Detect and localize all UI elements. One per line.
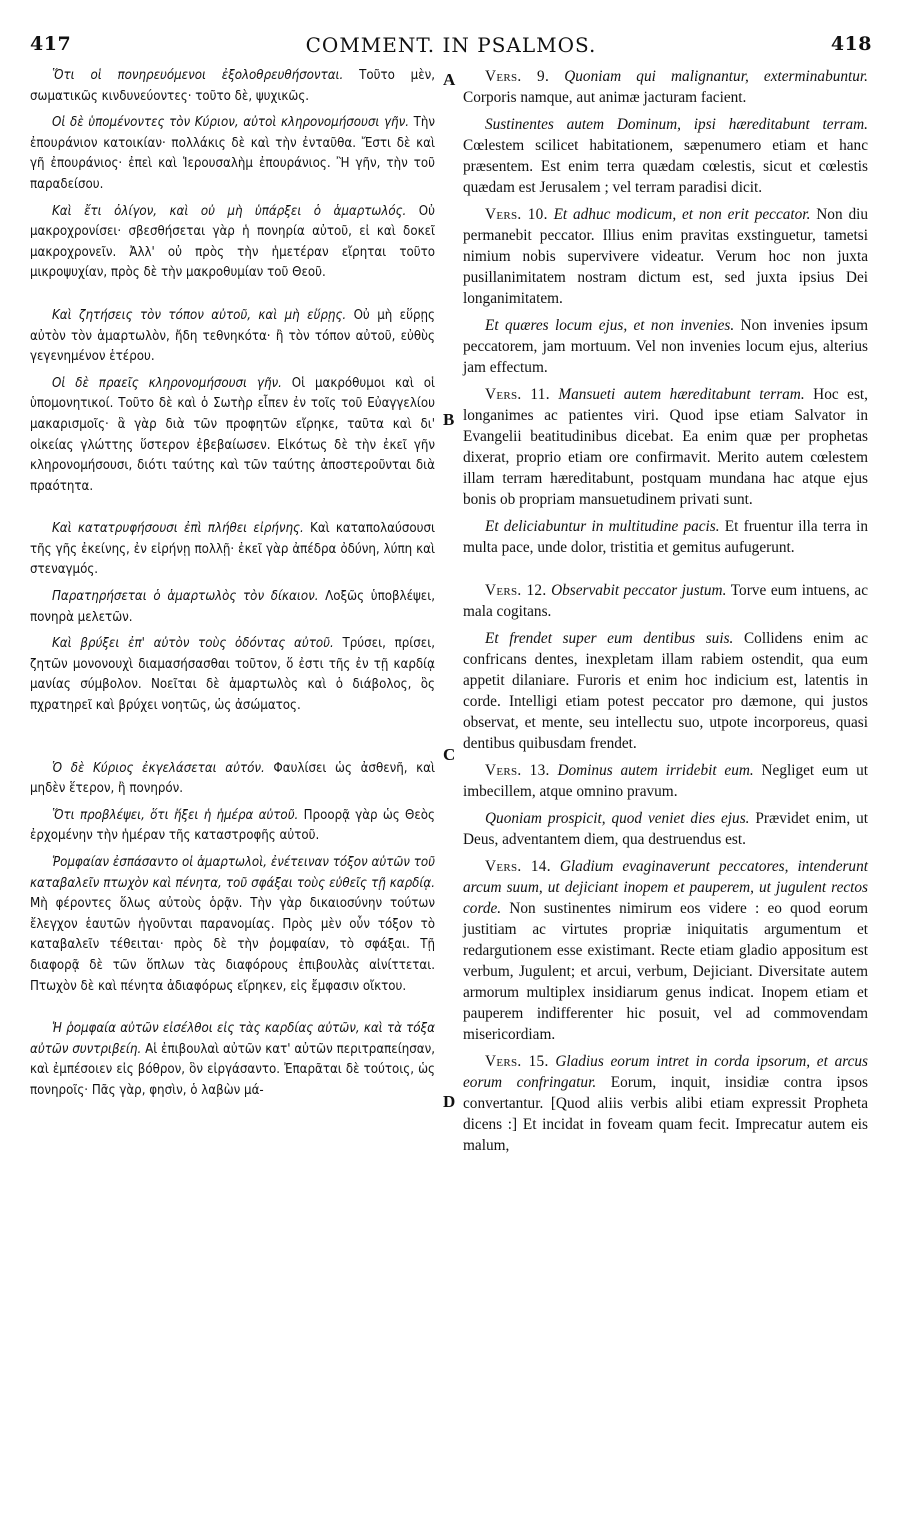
margin-marker-b: B [443, 410, 455, 429]
page-number-left: 417 [30, 33, 72, 55]
latin-paragraph: Vers. 13. Dominus autem irridebit eum. Negliget eum ut imbecillem, atque omnino pravum. [463, 762, 868, 800]
latin-paragraph: Vers. 9. Quoniam qui malignantur, exterminabuntur. Corporis namque, aut animæ jacturam facient. [463, 68, 869, 106]
greek-paragraph: Καὶ ζητήσεις τὸν τόπον αὐτοῦ, καὶ μὴ εὕρῃς. Οὐ μὴ εὕρῃς αὐτὸν τὸν ἁμαρτωλὸν, ἤδη τεθνηκότα· ἢ τὸν τόπον αὐτοῦ, εὐθὺς γεγενημένον ἑτέρου. [30, 307, 435, 365]
greek-column [30, 66, 435, 1108]
greek-paragraph: Ἡ ῥομφαία αὐτῶν εἰσέλθοι εἰς τὰς καρδίας αὐτῶν, καὶ τὰ τόξα αὐτῶν συντριβείη. Αἱ ἐπιβουλαὶ αὐτῶν κατ' αὐτῶν περιτραπείησαν, καὶ ἐμπέσοιεν εἰς βόθρον, ὃν εἰργάσαντο. Ἐπαρᾶται δὲ τούτοις, ὡς πονηροῖς· Πᾶς γὰρ, φησὶν, ὁ λαβὼν μά- [30, 1021, 435, 1098]
latin-paragraph: Vers. 10. Et adhuc modicum, et non erit peccator. Non diu permanebit peccator. Illius enim pravitas exstinguetur, tametsi nimium nobis supervivere videatur. Verum hoc non juxta pusillanimitatem nostram dictum est, sed juxta ipsius Dei longanimitatem. [463, 206, 868, 307]
latin-column [463, 66, 868, 1162]
page-number-right: 418 [830, 33, 872, 55]
latin-paragraph: Quoniam prospicit, quod veniet dies ejus. Prævidet enim, ut Deus, adventantem diem, qua destruendus est. [463, 810, 868, 848]
latin-paragraph: Vers. 11. Mansueti autem hæreditabunt terram. Hoc est, longanimes ac patientes viri. Quod ipse etiam Salvator in Evangelii beatitudinibus dicebat. Ea enim quæ per prophetas dixerat, proprio etiam ore confirmavit. Merito autem cœlestem illam terram hæreditabunt, postquam mundana hac atque ejus bonis ob propriam mansuetudinem privati sunt. [463, 386, 869, 508]
latin-paragraph: Et frendet super eum dentibus suis. Collidens enim ac confricans dentes, inexpletam illam rabiem ostendit, qua eum appetit dilaniare. Furoris et enim hoc indicium est, latentis in corde. Intelligi etiam potest peccator pro dæmone, qui justos observat, et mente, seu intellectu suo, utpote incorporeus, quasi dentibus quibusdam frendet. [463, 630, 868, 752]
margin-marker-a: A [443, 70, 456, 89]
latin-paragraph: Et quæres locum ejus, et non invenies. Non invenies ipsum peccatorem, jam mortuum. Vel non invenies locum ejus, alterius jam effectum. [463, 317, 868, 376]
running-title: COMMENT. IN PSALMOS. [305, 33, 597, 57]
greek-paragraph: Καὶ βρύξει ἐπ' αὐτὸν τοὺς ὀδόντας αὐτοῦ. Τρύσει, πρίσει, ζητῶν μονονουχὶ διαμασήσασθαι τοῦτον, ὅ ἐστι τῆς ἐν τῇ καρδίᾳ μανίας σύμβολον. Νοεῖται δὲ ἁμαρτωλὸς καὶ ὁ διάβολος, ὃς πχρατηρεῖ καὶ βρύχει νοητῶς, ὡς ἀσώματος. [30, 636, 435, 714]
margin-marker-c: C [443, 745, 456, 764]
greek-paragraph: Παρατηρήσεται ὁ ἁμαρτωλὸς τὸν δίκαιον. Λοξῶς ὑποβλέψει, πονηρὰ μελετῶν. [30, 589, 436, 625]
greek-paragraph: Ὁ δὲ Κύριος ἐκγελάσεται αὐτόν. Φαυλίσει ὡς ἀσθενῆ, καὶ μηδὲν ἕτερον, ἢ πονηρόν. [30, 760, 435, 797]
greek-paragraph: Ὅτι προβλέψει, ὅτι ἥξει ἡ ἡμέρα αὐτοῦ. Προορᾷ γὰρ ὡς Θεὸς ἐρχομένην τὴν ἡμέραν τῆς καταστροφῆς αὐτοῦ. [30, 807, 436, 844]
latin-paragraph: Vers. 15. Gladius eorum intret in corda ipsorum, et arcus eorum confringatur. Eorum, inquit, insidiæ contra ipsos convertantur. [Quod aliis verbis alibi etiam expressit Propheta dicens :] Et incidat in foveam quam fecit. Imprecatur autem eis malum, [463, 1053, 868, 1154]
greek-paragraph: Καὶ κατατρυφήσουσι ἐπὶ πλήθει εἰρήνης. Καὶ καταπολαύσουσι τῆς γῆς ἐκείνης, ἐν εἰρήνῃ πολλῇ· ἐκεῖ γὰρ ἀπέδρα ὀδύνη, λύπη καὶ στεναγμός. [30, 521, 435, 578]
latin-paragraph: Et deliciabuntur in multitudine pacis. Et fruentur illa terra in multa pace, unde dolor, tristitia et gemitus aufugerunt. [463, 518, 869, 556]
latin-paragraph: Vers. 12. Observabit peccator justum. Torve eum intuens, ac mala cogitans. [463, 582, 868, 620]
greek-paragraph: Ὅτι οἱ πονηρευόμενοι ἐξολοθρευθήσονται. Τοῦτο μὲν, σωματικῶς κινδυνεύοντες· τοῦτο δὲ, ψυχικῶς. [30, 68, 435, 104]
greek-paragraph: Οἱ δὲ ὑπομένοντες τὸν Κύριον, αὐτοὶ κληρονομήσουσι γῆν. Τὴν ἐπουράνιον κατοικίαν· πολλάκις δὲ καὶ τὴν ἐνταῦθα. Ἔστι δὲ καὶ γῆ ἐπουράνιος· ἐπεὶ καὶ Ἱερουσαλὴμ ἐπουράνιος. Ἢ γῆν, τὴν τοῦ παραδείσου. [30, 115, 435, 192]
latin-paragraph: Vers. 14. Gladium evaginaverunt peccatores, intenderunt arcum suum, ut dejiciant inopem et pauperem, ut jugulent rectos corde. Non sustinentes nimirum eos videre : eo quod eorum justitiam ac virtutes propriæ iniquitatis argumentum et redargutionem esse existimant. Recte etiam gladio appositum est verbum, Jugulent; et arcui, verbum, Dejiciant. Diversitate autem armorum multiplex insidiarum genus indicat. Inopem etiam et pauperem indifferenter hic posuit, vel ad commovendam misericordiam. [463, 858, 868, 1043]
greek-paragraph: Ῥομφαίαν ἐσπάσαντο οἱ ἁμαρτωλοὶ, ἐνέτειναν τόξον αὐτῶν τοῦ καταβαλεῖν πτωχὸν καὶ πένητα, τοῦ σφάξαι τοὺς εὐθεῖς τῇ καρδίᾳ. Μὴ φέροντες ὅλως αὐτοὺς ὁρᾷν. Τὴν γὰρ δικαιοσύνην τούτων ἔλεγχον ἑαυτῶν ἡγοῦνται παρανομίας. Πρὸς μὲν οὖν τόξον τὸ καταβαλεῖν τέθειται· πρὸς δὲ τὴν ῥομφαίαν, τὸ σφάξαι. Τῇ διαφορᾷ δὲ τῶν ὅπλων τὰς διαφόρους ἐπιβουλὰς αἰνίττεται. Πτωχὸν δὲ καὶ πένητα ἀδιαφόρως εἴρηκεν, εἰς ἔμφασιν οἴκτου. [30, 855, 435, 994]
latin-paragraph: Sustinentes autem Dominum, ipsi hæreditabunt terram. Cœlestem scilicet habitationem, sæpenumero etiam et hanc præsentem. Est enim terra quædam cœlestis, sicut et cœlestis quædam est Jerusalem ; vel terram paradisi dicit. [463, 116, 868, 196]
margin-marker-d: D [443, 1092, 456, 1111]
greek-paragraph: Καὶ ἔτι ὀλίγον, καὶ οὐ μὴ ὑπάρξει ὁ ἁμαρτωλός. Οὐ μακροχρονίσει· σβεσθήσεται γὰρ ἡ πονηρία αὐτοῦ, εἰ καὶ δοκεῖ μακροχρονεῖν. Ἀλλ' οὐ πρὸς τὴν ἡμετέραν εἴρηται τοῦτο μικροψυχίαν, πρὸς δὲ τὴν μακροθυμίαν τοῦ Θεοῦ. [30, 203, 435, 281]
greek-paragraph: Οἱ δὲ πραεῖς κληρονομήσουσι γῆν. Οἱ μακρόθυμοι καὶ οἱ ὑπομονητικοί. Τοῦτο δὲ καὶ ὁ Σωτὴρ εἶπεν ἐν τοῖς τοῦ Εὐαγγελίου μακαρισμοῖς· ἃ γὰρ διὰ τῶν προφητῶν εἴρηκε, ταῦτα καὶ δι' οἰκείας γλώττης ὕστερον ἐβεβαίωσεν. Εἰκότως δὲ τὴν ἐκεῖ γῆν κληρονομήσουσι, διότι ταύτης καὶ τῶν ταύτης ἀποστεροῦνται διὰ πραότητα. [30, 375, 435, 494]
running-header [30, 33, 872, 63]
